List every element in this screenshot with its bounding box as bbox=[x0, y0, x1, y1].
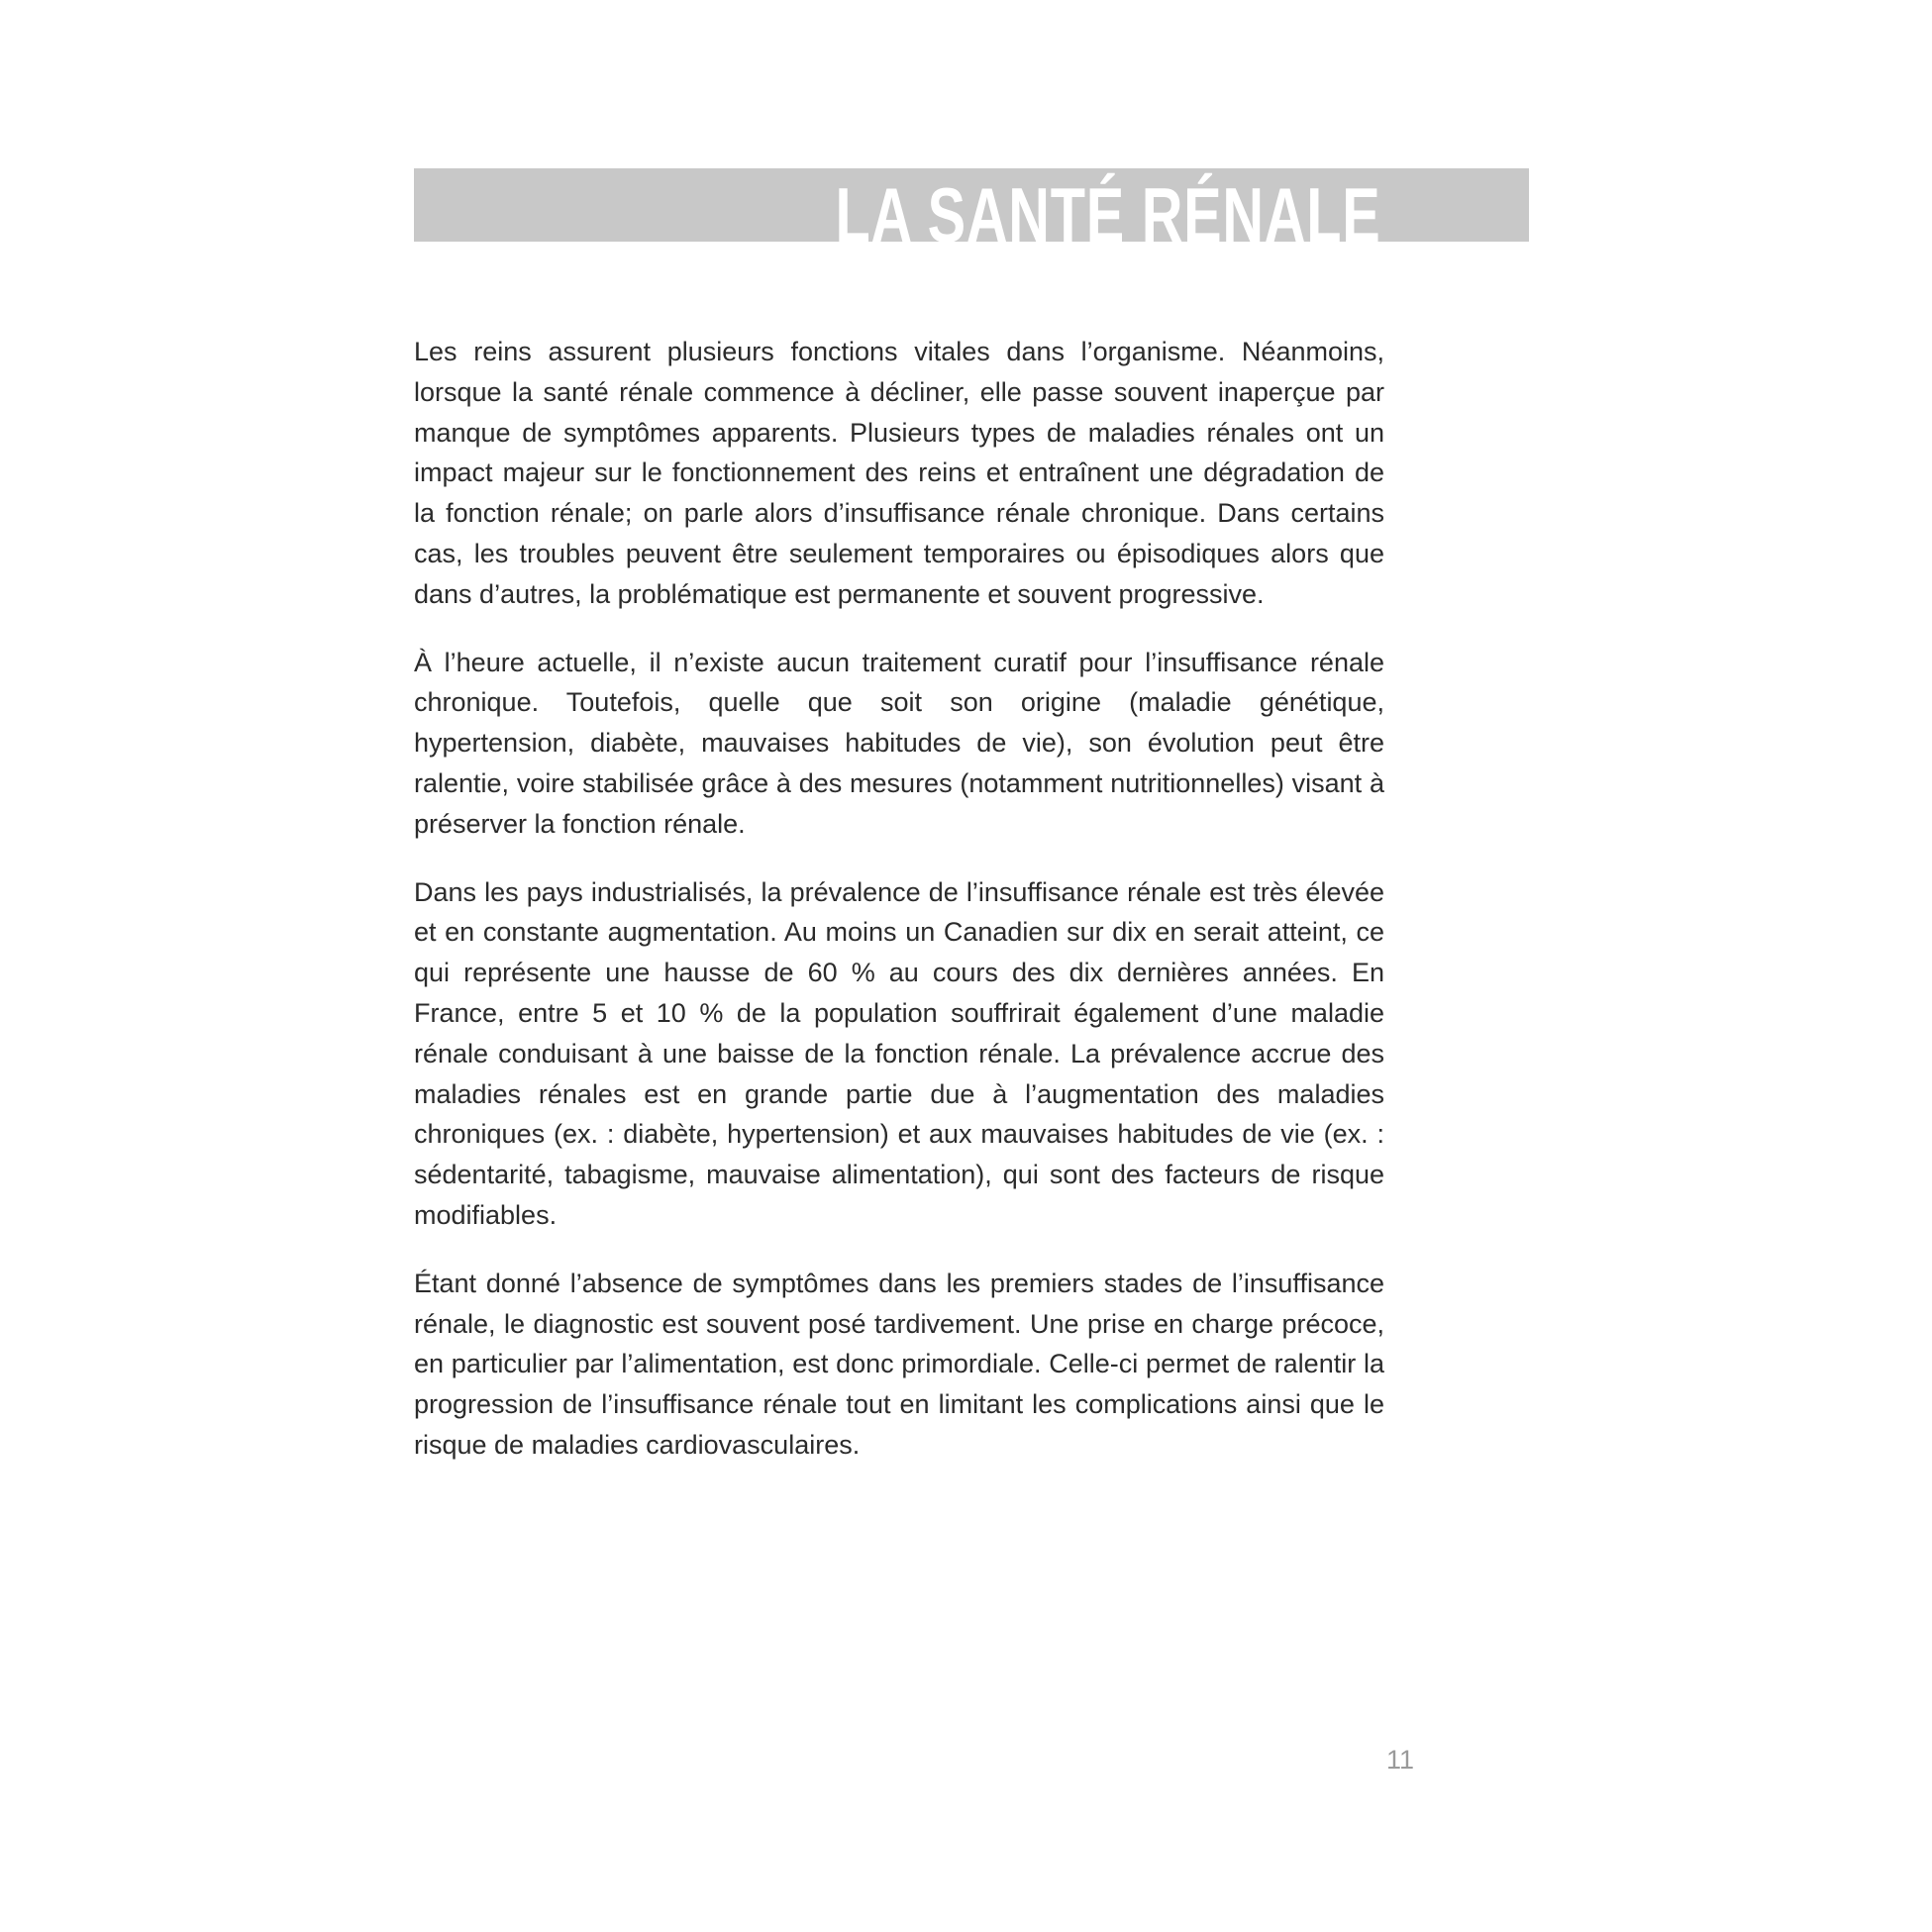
title-banner bbox=[414, 168, 1529, 242]
body-text bbox=[414, 332, 1384, 1493]
page-number: 11 bbox=[1385, 1745, 1414, 1775]
paragraph-4: Étant donné l’absence de symptômes dans les premiers stades de l’insuffisance rénale, le diagnostic est souvent posé tardivement. Une prise en charge précoce, en particulier par l’alimentation, est donc primordiale. Celle-ci permet de ralentir la progression de l’insuffisance rénale tout en limitant les complications ainsi que le risque de maladies cardiovasculaires. bbox=[414, 1268, 1384, 1460]
page-title: LA SANTÉ RÉNALE bbox=[835, 171, 1380, 242]
paragraph-1: Les reins assurent plusieurs fonctions vitales dans l’organisme. Néanmoins, lorsque la santé rénale commence à décliner, elle passe souvent inaperçue par manque de symptômes apparents. Plusieurs types de maladies rénales ont un impact majeur sur le fonctionnement des reins et entraînent une dégradation de la fonction rénale; on parle alors d’insuffisance rénale chronique. Dans certains cas, les troubles peuvent être seulement temporaires ou épisodiques alors que dans d’autres, la problématique est permanente et souvent progressive. bbox=[414, 337, 1384, 609]
paragraph-2: À l’heure actuelle, il n’existe aucun traitement curatif pour l’insuffisance rénale chronique. Toutefois, quelle que soit son origine (maladie génétique, hypertension, diabète, mauvaises habitudes de vie), son évolution peut être ralentie, voire stabilisée grâce à des mesures (notamment nutritionnelles) visant à préserver la fonction rénale. bbox=[414, 647, 1384, 839]
paragraph-3: Dans les pays industrialisés, la prévalence de l’insuffisance rénale est très élevée et en constante augmentation. Au moins un Canadien sur dix en serait atteint, ce qui représente une hausse de 60 % au cours des dix dernières années. En France, entre 5 et 10 % de la population souffrirait également d’une maladie rénale conduisant à une baisse de la fonction rénale. La prévalence accrue des maladies rénales est en grande partie due à l’augmentation des maladies chroniques (ex. : diabète, hypertension) et aux mauvaises habitudes de vie (ex. : sédentarité, tabagisme, mauvaise alimentation), qui sont des facteurs de risque modifiables. bbox=[414, 876, 1384, 1230]
